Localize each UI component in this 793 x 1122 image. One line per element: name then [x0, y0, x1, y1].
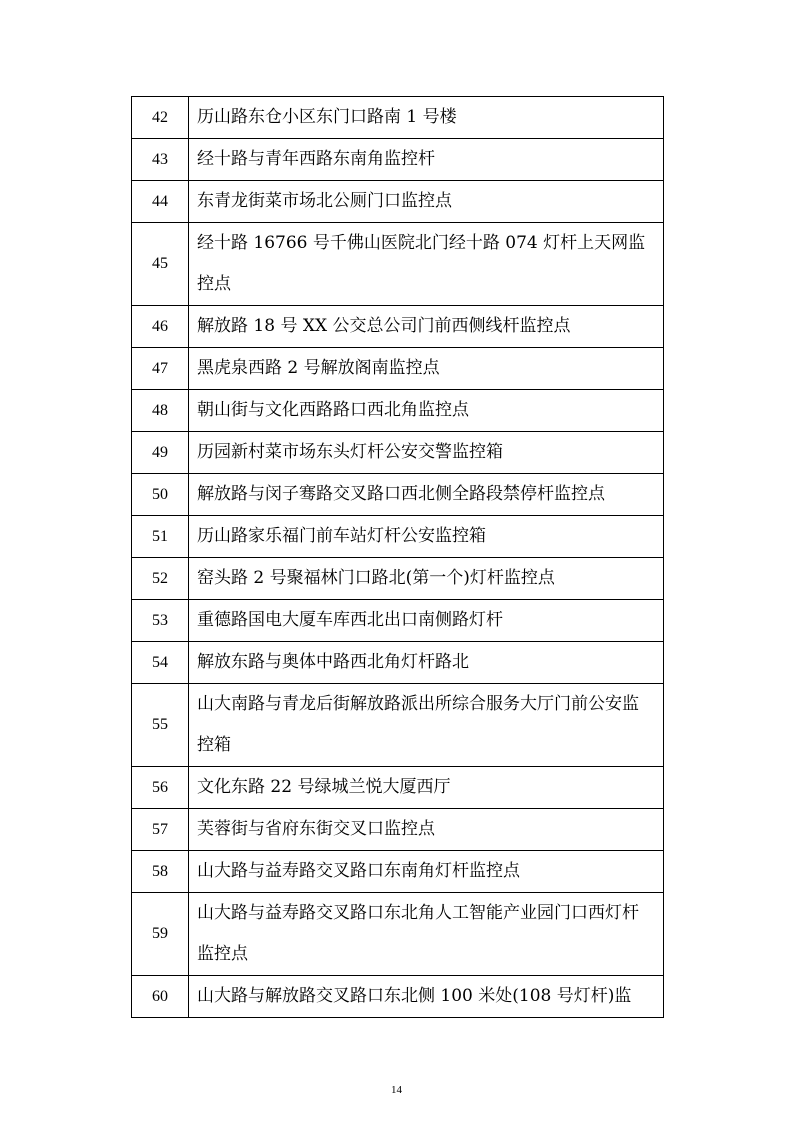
- table-row: [132, 851, 664, 893]
- location-cell: 重德路国电大厦车库西北出口南侧路灯杆: [189, 600, 664, 642]
- row-number: 57: [132, 809, 189, 851]
- row-number: 60: [132, 976, 189, 1018]
- location-cell: 文化东路 22 号绿城兰悦大厦西厅: [189, 767, 664, 809]
- table-row: [132, 809, 664, 851]
- table-row: [132, 139, 664, 181]
- table-row: [132, 474, 664, 516]
- location-cell: 山大路与益寿路交叉路口东南角灯杆监控点: [189, 851, 664, 893]
- table-row: [132, 432, 664, 474]
- location-cell: 芙蓉街与省府东街交叉口监控点: [189, 809, 664, 851]
- row-number: 42: [132, 97, 189, 139]
- location-cell: 历山路东仓小区东门口路南 1 号楼: [189, 97, 664, 139]
- table-row: [132, 767, 664, 809]
- table-row: [132, 348, 664, 390]
- location-cell: 经十路 16766 号千佛山医院北门经十路 074 灯杆上天网监控点: [189, 223, 664, 306]
- location-cell: 解放东路与奥体中路西北角灯杆路北: [189, 642, 664, 684]
- row-number: 52: [132, 558, 189, 600]
- row-number: 54: [132, 642, 189, 684]
- location-cell: 解放路 18 号 XX 公交总公司门前西侧线杆监控点: [189, 306, 664, 348]
- table-row: [132, 306, 664, 348]
- row-number: 48: [132, 390, 189, 432]
- table-row: [132, 558, 664, 600]
- row-number: 56: [132, 767, 189, 809]
- table-row: [132, 600, 664, 642]
- location-cell: 经十路与青年西路东南角监控杆: [189, 139, 664, 181]
- location-cell: 历园新村菜市场东头灯杆公安交警监控箱: [189, 432, 664, 474]
- row-number: 50: [132, 474, 189, 516]
- table-row: [132, 223, 664, 306]
- monitoring-location-table: [131, 96, 664, 1018]
- row-number: 43: [132, 139, 189, 181]
- table-row: [132, 976, 664, 1018]
- row-number: 51: [132, 516, 189, 558]
- table-row: [132, 684, 664, 767]
- row-number: 44: [132, 181, 189, 223]
- table-row: [132, 181, 664, 223]
- location-cell: 黑虎泉西路 2 号解放阁南监控点: [189, 348, 664, 390]
- location-cell: 山大路与益寿路交叉路口东北角人工智能产业园门口西灯杆 监控点: [189, 893, 664, 976]
- location-cell: 窑头路 2 号聚福林门口路北(第一个)灯杆监控点: [189, 558, 664, 600]
- row-number: 55: [132, 684, 189, 767]
- row-number: 53: [132, 600, 189, 642]
- location-cell: 历山路家乐福门前车站灯杆公安监控箱: [189, 516, 664, 558]
- location-cell: 山大路与解放路交叉路口东北侧 100 米处(108 号灯杆)监: [189, 976, 664, 1018]
- location-cell: 解放路与闵子骞路交叉路口西北侧全路段禁停杆监控点: [189, 474, 664, 516]
- table-row: [132, 516, 664, 558]
- row-number: 59: [132, 893, 189, 976]
- table-row: [132, 642, 664, 684]
- location-cell: 朝山街与文化西路路口西北角监控点: [189, 390, 664, 432]
- row-number: 58: [132, 851, 189, 893]
- row-number: 46: [132, 306, 189, 348]
- row-number: 49: [132, 432, 189, 474]
- row-number: 45: [132, 223, 189, 306]
- table-row: [132, 893, 664, 976]
- location-cell: 东青龙街菜市场北公厕门口监控点: [189, 181, 664, 223]
- page-number: 14: [391, 1084, 402, 1096]
- table-row: [132, 390, 664, 432]
- location-cell: 山大南路与青龙后街解放路派出所综合服务大厅门前公安监 控箱: [189, 684, 664, 767]
- table-row: [132, 97, 664, 139]
- row-number: 47: [132, 348, 189, 390]
